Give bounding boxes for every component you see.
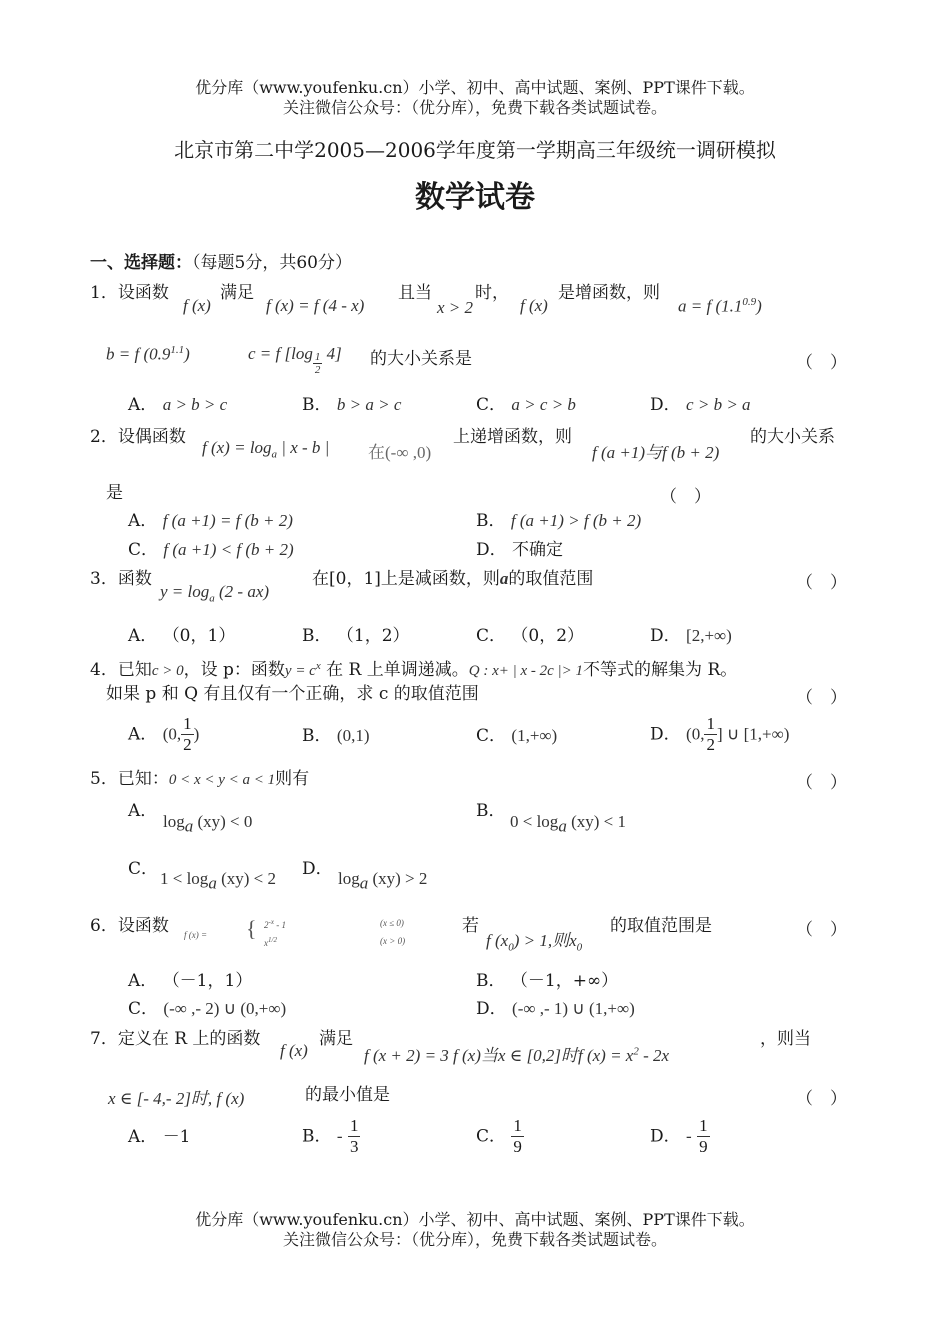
section-heading bbox=[90, 252, 352, 274]
q1-math-b: b = f $(0.9^{1.1})$ bbox=[106, 344, 190, 364]
q7-option-c[interactable]: C． $\frac{1}{9}$ bbox=[476, 1116, 522, 1156]
q7-math-interval: x ∈ [- 4,- 2]时, f (x) bbox=[108, 1089, 245, 1108]
q7-math-fx: f (x) bbox=[280, 1041, 308, 1060]
q1-math-fx-2: f (x) bbox=[520, 296, 548, 315]
q1-math-a: a = f $(1.1^{0.9})$ bbox=[678, 296, 762, 316]
q1-option-b[interactable]: B． b > a > c bbox=[302, 395, 402, 415]
q1-text-2: 满足 bbox=[220, 283, 254, 303]
q1-answer-bracket: （ ） bbox=[796, 353, 847, 373]
q1-math-symmetry: f (x) = f (4 - x) bbox=[266, 296, 365, 315]
q7-option-b[interactable]: B． - $\frac{1}{3}$ bbox=[302, 1116, 359, 1156]
q1-math-c: c = f [log $\frac{1}{2}$ 4] bbox=[248, 344, 342, 376]
q2-math-compare: f (a +1)与f (b + 2) bbox=[592, 443, 720, 462]
question-4-line-1: 4．已知c > 0，设 p：函数$y = c^x$ 在 R 上单调递减。Q : x+ | x - 2c |> 1不等式的解集为 R。 bbox=[90, 660, 738, 680]
section-note: （每题5分，共60分） bbox=[192, 253, 352, 273]
header-line-2: 关注微信公众号：（优分库），免费下载各类试题试卷。 bbox=[282, 98, 667, 117]
question-3-line-1: 3．函数 bbox=[90, 569, 152, 589]
q7-text-4: 的最小值是 bbox=[305, 1085, 390, 1105]
q7-text-3: ，则当 bbox=[760, 1029, 811, 1049]
q6-option-a[interactable]: A． （－1，1） bbox=[128, 971, 253, 991]
question-5-line-1: 5．已知：0 < x < y < a < 1则有 bbox=[90, 769, 310, 789]
q4-option-c[interactable]: C． (1,+∞) bbox=[476, 726, 558, 746]
footer-line-2: 关注微信公众号：（优分库），免费下载各类试题试卷。 bbox=[282, 1230, 667, 1249]
subject-title: 数学试卷 bbox=[415, 180, 535, 215]
q2-option-b[interactable]: B． f (a +1) > f (b + 2) bbox=[476, 511, 642, 531]
q3-option-a[interactable]: A． （0，1） bbox=[128, 626, 236, 646]
q1-number: 1． bbox=[90, 283, 118, 303]
q5-option-c[interactable]: $1 < \log_a (xy) < 2$ bbox=[160, 869, 276, 893]
q1-text-6: 的大小关系是 bbox=[370, 349, 472, 369]
q4-answer-bracket: （ ） bbox=[796, 688, 847, 708]
q6-text-3: 的取值范围是 bbox=[610, 916, 712, 936]
q3-math-y: $y = \log_a (2 - ax)$ bbox=[160, 582, 270, 605]
q1-text-4: 时， bbox=[475, 283, 509, 303]
q3-answer-bracket: （ ） bbox=[796, 573, 847, 593]
q7-text-2: 满足 bbox=[319, 1029, 353, 1049]
q6-option-b[interactable]: B． （－1，+∞） bbox=[476, 971, 619, 991]
header-line-1: 优分库（www.youfenku.cn）小学、初中、高中试题、案例、PPT课件下载。 bbox=[195, 78, 755, 97]
q3-option-c[interactable]: C． （0，2） bbox=[476, 626, 585, 646]
q7-option-a[interactable]: A． －1 bbox=[128, 1127, 191, 1147]
section-label: 一、选择题： bbox=[90, 253, 192, 273]
q1-text: 设函数 bbox=[117, 283, 169, 303]
q1-text-5: 是增函数，则 bbox=[558, 283, 660, 303]
q1-option-d[interactable]: D． c > b > a bbox=[650, 395, 751, 415]
q2-option-d[interactable]: D． 不确定 bbox=[476, 540, 564, 560]
q2-text-3: 的大小关系 bbox=[750, 427, 835, 447]
q2-text-2: 上递增函数，则 bbox=[453, 427, 572, 447]
q4-text-2: 如果 p 和 Q 有且仅有一个正确，求 c 的取值范围 bbox=[106, 684, 479, 704]
q4-option-a[interactable]: A． (0, $\frac{1}{2}$ ) bbox=[128, 714, 200, 754]
q6-math-condition: f $(x_0) > 1$,则$x_0$ bbox=[486, 931, 583, 954]
question-1-line-1 bbox=[90, 282, 169, 304]
q6-option-d[interactable]: D． (-∞ ,- 1) ∪ (1,+∞) bbox=[476, 999, 635, 1019]
footer-line-1: 优分库（www.youfenku.cn）小学、初中、高中试题、案例、PPT课件下载。 bbox=[195, 1210, 755, 1229]
q6-option-c[interactable]: C． (-∞ ,- 2) ∪ (0,+∞) bbox=[128, 999, 287, 1019]
q2-math-interval: 在(-∞ ,0) bbox=[368, 443, 432, 462]
q5-option-a[interactable]: $\log_a (xy) < 0$ bbox=[163, 812, 253, 836]
question-6-line-1: 6．设函数 bbox=[90, 916, 169, 936]
q5-answer-bracket: （ ） bbox=[796, 773, 847, 793]
q3-option-b[interactable]: B． （1，2） bbox=[302, 626, 410, 646]
q5-option-c-label[interactable]: C． bbox=[128, 859, 159, 879]
q1-option-a[interactable]: A． a > b > c bbox=[128, 395, 228, 415]
q1-math-fx: f (x) bbox=[183, 296, 211, 315]
exam-title: 北京市第二中学2005—2006学年度第一学期高三年级统一调研模拟 bbox=[174, 138, 776, 162]
q1-text-3: 且当 bbox=[398, 283, 432, 303]
q3-text-2: 在[0，1]上是减函数，则a的取值范围 bbox=[312, 569, 594, 589]
q5-option-b-label[interactable]: B． bbox=[476, 801, 506, 821]
q2-math-fx: f $(x) = \log_a$ | x - b | bbox=[202, 438, 330, 461]
question-2-line-1: 2．设偶函数 bbox=[90, 427, 186, 447]
q2-text-4: 是 bbox=[106, 483, 123, 503]
q1-option-c[interactable]: C． a > c > b bbox=[476, 395, 576, 415]
q3-option-d[interactable]: D． [2,+∞) bbox=[650, 626, 732, 646]
question-7-line-1: 7．定义在 R 上的函数 bbox=[90, 1029, 261, 1049]
q7-math-condition: f (x + 2) = 3 f (x)当x ∈ [0,2]时f $(x) = x^2 - 2x$ bbox=[364, 1045, 670, 1065]
q6-answer-bracket: （ ） bbox=[796, 920, 847, 940]
q1-math-condition: x > 2 bbox=[437, 298, 474, 317]
q7-answer-bracket: （ ） bbox=[796, 1089, 847, 1109]
q5-option-d[interactable]: $\log_a (xy) > 2$ bbox=[338, 869, 428, 893]
q5-option-d-label[interactable]: D． bbox=[302, 859, 333, 879]
q4-option-d[interactable]: D． (0, $\frac{1}{2}$ ] ∪ [1,+∞) bbox=[650, 714, 790, 754]
q7-option-d[interactable]: D． - $\frac{1}{9}$ bbox=[650, 1116, 708, 1156]
q4-option-b[interactable]: B． (0,1) bbox=[302, 726, 370, 746]
q2-option-c[interactable]: C． f (a +1) < f (b + 2) bbox=[128, 540, 294, 560]
q2-answer-bracket: （ ） bbox=[660, 487, 711, 507]
q5-option-a-label[interactable]: A． bbox=[128, 801, 158, 821]
q6-text-2: 若 bbox=[462, 916, 479, 936]
q2-option-a[interactable]: A． f (a +1) = f (b + 2) bbox=[128, 511, 293, 531]
q5-option-b[interactable]: $0 < \log_a (xy) < 1$ bbox=[510, 812, 626, 836]
